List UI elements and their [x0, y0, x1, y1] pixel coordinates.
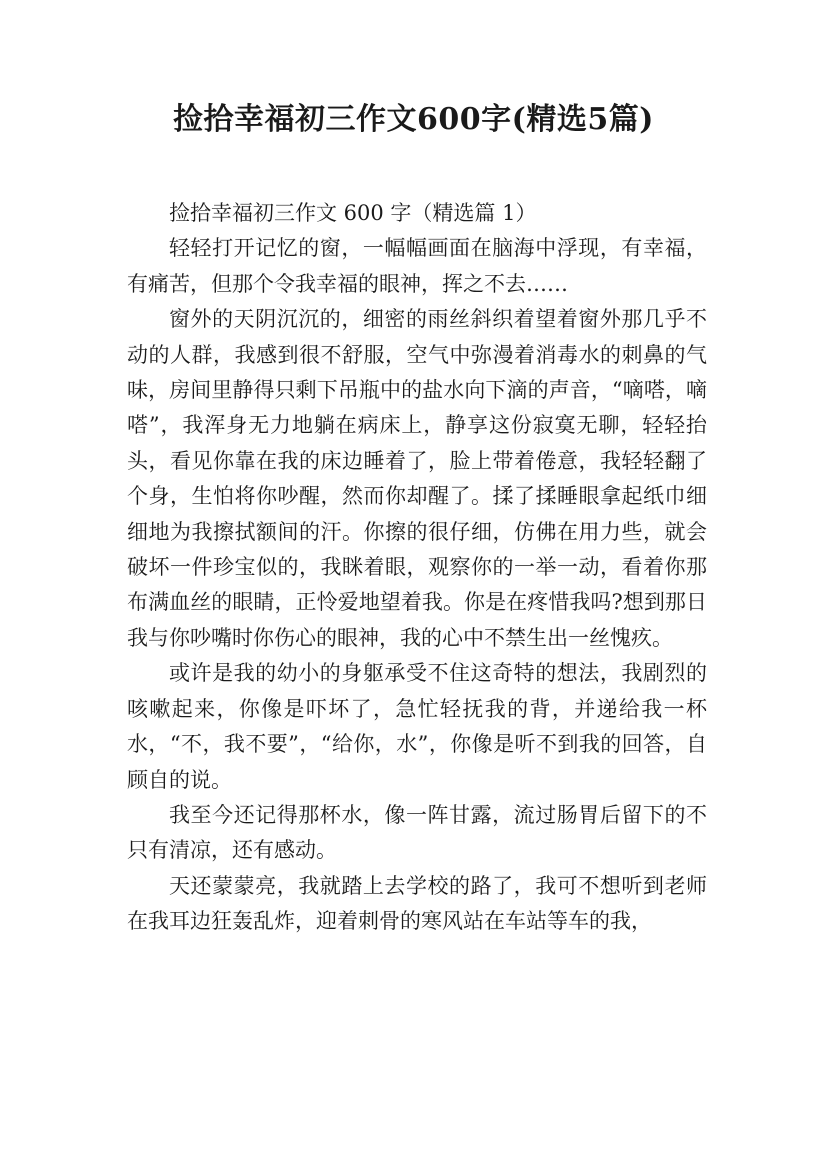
paragraph: 或许是我的幼小的身躯承受不住这奇特的想法，我剧烈的咳嗽起来，你像是吓坏了，急忙轻抚我的背，并递给我一杯水，“不，我不要”，“给你，水”，你像是听不到我的回答，自顾自的说。 [127, 661, 707, 792]
paragraph: 我至今还记得那杯水，像一阵甘露，流过肠胃后留下的不只有清凉，还有感动。 [127, 802, 707, 863]
paragraph: 窗外的天阴沉沉的，细密的雨丝斜织着望着窗外那几乎不动的人群，我感到很不舒服，空气中弥漫着消毒水的刺鼻的气味，房间里静得只剩下吊瓶中的盐水向下滴的声音，“嘀嗒，嘀嗒”，我浑身无力地躺在病床上，静享这份寂寞无聊，轻轻抬头，看见你靠在我的床边睡着了，脸上带着倦意，我轻轻翻了个身，生怕将你吵醒，然而你却醒了。揉了揉睡眼拿起纸巾细细地为我擦拭额间的汗。你擦的很仔细，仿佛在用力些，就会破坏一件珍宝似的，我眯着眼，观察你的一举一动，看着你那布满血丝的眼睛，正怜爱地望着我。你是在疼惜我吗?想到那日我与你吵嘴时你伤心的眼神，我的心中不禁生出一丝愧疚。 [127, 307, 707, 650]
paragraph: 天还蒙蒙亮，我就踏上去学校的路了，我可不想听到老师在我耳边狂轰乱炸，迎着刺骨的寒风站在车站等车的我， [127, 873, 707, 934]
document-body [127, 196, 707, 940]
section-heading: 捡拾幸福初三作文 600 字（精选篇 1） [169, 201, 537, 225]
paragraph: 轻轻打开记忆的窗，一幅幅画面在脑海中浮现，有幸福，有痛苦，但那个令我幸福的眼神，挥之不去…… [127, 236, 707, 296]
document-title: 捡拾幸福初三作文600字(精选5篇) [173, 102, 654, 137]
